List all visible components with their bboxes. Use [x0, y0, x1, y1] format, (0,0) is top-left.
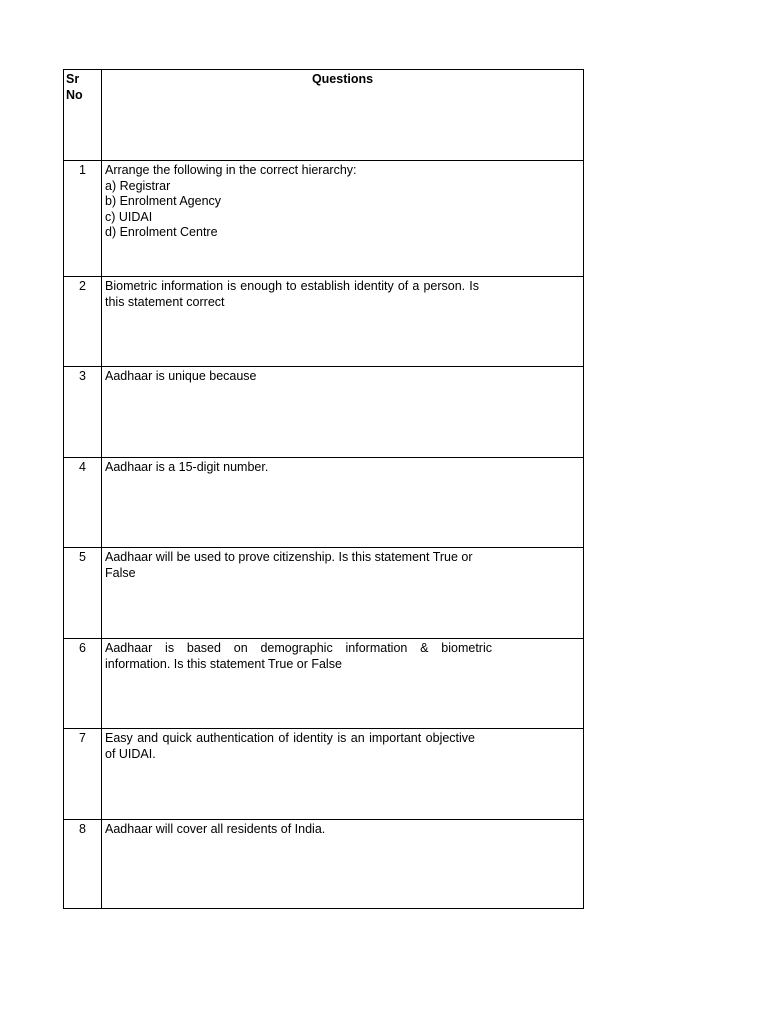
question-cell — [102, 729, 583, 819]
table-row — [64, 276, 583, 366]
sr-no-cell — [64, 548, 102, 638]
sr-no-cell — [64, 367, 102, 457]
sr-no-cell — [64, 820, 102, 908]
questions-header: Questions — [311, 72, 374, 86]
sr-no-cell — [64, 277, 102, 366]
question-cell — [102, 548, 583, 638]
option-c: c) UIDAI — [105, 209, 153, 224]
question-text: Aadhaar is based on demographic information & biometric information. Is this statement True or False — [105, 641, 492, 671]
row-number: 5 — [79, 550, 86, 564]
row-number: 4 — [79, 460, 86, 474]
questions-header-cell — [102, 70, 583, 160]
table-row — [64, 638, 583, 728]
table-row — [64, 366, 583, 457]
table-header-row — [64, 70, 583, 160]
question-cell — [102, 820, 583, 908]
sr-no-cell — [64, 161, 102, 276]
question-text: Biometric information is enough to establish identity of a person. Is this statement correct — [105, 279, 479, 309]
question-text: Aadhaar will be used to prove citizenship. Is this statement True or False — [105, 550, 473, 580]
row-number: 2 — [79, 279, 86, 293]
question-text — [105, 163, 495, 241]
row-number: 7 — [79, 731, 86, 745]
question-text: Aadhaar is a 15-digit number. — [105, 460, 269, 474]
question-cell — [102, 639, 583, 728]
table-row — [64, 728, 583, 819]
question-cell — [102, 458, 583, 547]
question-text: Easy and quick authentication of identity is an important objective of UIDAI. — [105, 731, 475, 761]
question-stem: Arrange the following in the correct hierarchy: — [105, 163, 357, 177]
option-b: b) Enrolment Agency — [105, 194, 222, 208]
sr-no-cell — [64, 458, 102, 547]
table-row — [64, 547, 583, 638]
question-text: Aadhaar will cover all residents of India. — [105, 822, 326, 836]
question-cell — [102, 367, 583, 457]
table-row — [64, 160, 583, 276]
sr-no-header-cell — [64, 70, 102, 160]
sr-no-cell — [64, 729, 102, 819]
questions-table — [63, 69, 584, 909]
option-d: d) Enrolment Centre — [105, 225, 218, 239]
table-row — [64, 819, 583, 908]
question-text: Aadhaar is unique because — [105, 369, 257, 383]
row-number: 3 — [79, 369, 86, 383]
row-number: 8 — [79, 822, 86, 836]
row-number: 1 — [79, 163, 86, 177]
option-a: a) Registrar — [105, 178, 171, 193]
sr-no-header: Sr No — [66, 72, 83, 102]
question-cell — [102, 161, 583, 276]
sr-no-cell — [64, 639, 102, 728]
table-row — [64, 457, 583, 547]
row-number: 6 — [79, 641, 86, 655]
question-cell — [102, 277, 583, 366]
